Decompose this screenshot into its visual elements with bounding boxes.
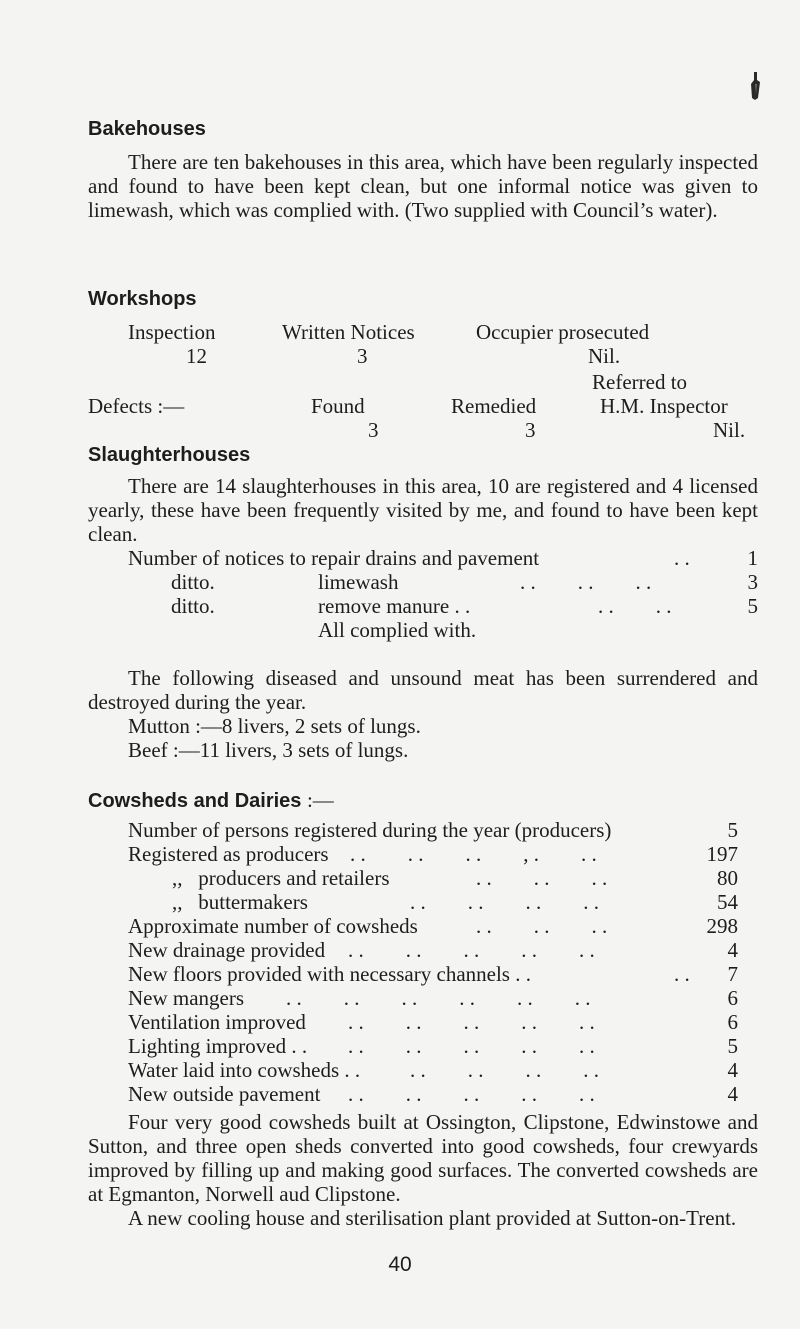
written-notices-value: 3 xyxy=(357,344,368,368)
cowshed-row-dots: . . . . . . . . xyxy=(410,1058,599,1082)
notice-value: 5 xyxy=(747,594,758,618)
cowshed-row-dots: . . . . . . xyxy=(476,914,608,938)
cowshed-row-label: ,, producers and retailers xyxy=(172,866,390,890)
cowshed-row-dots: . . . . . . , . . . xyxy=(350,842,597,866)
cowshed-row-label: Water laid into cowsheds . . xyxy=(128,1058,361,1082)
notice-value: 1 xyxy=(747,546,758,570)
notice-label: ditto. xyxy=(171,570,215,594)
slaughterhouses-paragraph: There are 14 slaughterhouses in this area, 10 are registered and 4 licensed yearly, these have been frequently visited by me, and found to have been kept clean. xyxy=(88,474,758,546)
notice-label: ditto. xyxy=(171,594,215,618)
cowshed-row-label: New mangers xyxy=(128,986,245,1010)
cowshed-row-dots: . . . . . . . . . . xyxy=(348,1010,595,1034)
cowshed-row-label: ,, buttermakers xyxy=(172,890,308,914)
cowshed-row-dots: . . . . . . xyxy=(476,866,608,890)
cowshed-row-label: Approximate number of cowsheds xyxy=(128,914,418,938)
cowshed-row-value: 4 xyxy=(727,1082,738,1106)
cowshed-row-value: 298 xyxy=(706,914,738,938)
page-number: 40 xyxy=(388,1253,412,1276)
cowshed-row-value: 6 xyxy=(727,986,738,1010)
remedied-value: 3 xyxy=(525,418,536,442)
cowshed-row-value: 7 xyxy=(727,962,738,986)
notice-dots: . . . . xyxy=(598,594,672,618)
found-value: 3 xyxy=(368,418,379,442)
cowshed-row-label: Registered as producers xyxy=(128,842,329,866)
cowshed-row-value: 4 xyxy=(727,1058,738,1082)
cowsheds-heading-suffix: :— xyxy=(306,788,334,812)
hm-inspector-value: Nil. xyxy=(713,418,746,442)
cowshed-row-value: 6 xyxy=(727,1010,738,1034)
cowshed-row-dots: . . . . . . . . . . xyxy=(348,1082,595,1106)
cowshed-row-label: Lighting improved . . xyxy=(128,1034,308,1058)
notice-dots: . . xyxy=(674,546,690,570)
cowshed-row-value: 80 xyxy=(717,866,738,890)
cowshed-row-label: Number of persons registered during the year (producers) xyxy=(128,818,612,842)
cowshed-row-label: New drainage provided xyxy=(128,938,326,962)
mutton-line: Mutton :—8 livers, 2 sets of lungs. xyxy=(128,714,421,738)
cowsheds-heading xyxy=(88,788,334,813)
cowshed-row-value: 4 xyxy=(727,938,738,962)
written-notices-label: Written Notices xyxy=(282,320,415,344)
ink-mark-icon xyxy=(748,70,762,102)
meat-paragraph: The following diseased and unsound meat has been surrendered and destroyed during the year. xyxy=(88,666,758,714)
cowshed-row-value: 5 xyxy=(727,1034,738,1058)
inspection-label: Inspection xyxy=(128,320,216,344)
notice-label-detail: limewash xyxy=(318,570,399,594)
remedied-label: Remedied xyxy=(451,394,537,418)
cowshed-row-dots: . . . . . . . . xyxy=(410,890,599,914)
cowshed-row-label: New outside pavement xyxy=(128,1082,321,1106)
notice-label: Number of notices to repair drains and pavement xyxy=(128,546,540,570)
complied-note: All complied with. xyxy=(318,618,477,642)
bakehouses-heading: Bakehouses xyxy=(88,118,206,140)
slaughterhouses-heading: Slaughterhouses xyxy=(88,444,251,466)
notice-value: 3 xyxy=(747,570,758,594)
cowshed-row-dots: . . . . . . . . . . xyxy=(348,1034,595,1058)
cowsheds-heading-text: Cowsheds and Dairies xyxy=(88,790,302,812)
cowshed-row-label: Ventilation improved xyxy=(128,1010,306,1034)
occupier-prosecuted-label: Occupier prosecuted xyxy=(476,320,650,344)
found-label: Found xyxy=(311,394,365,418)
referred-to-label: Referred to xyxy=(592,370,688,394)
cowshed-row-value: 197 xyxy=(706,842,738,866)
occupier-prosecuted-value: Nil. xyxy=(588,344,621,368)
cowshed-row-dots: . . . . . . . . . . . . xyxy=(286,986,591,1010)
cooling-house-paragraph: A new cooling house and sterilisation plant provided at Sutton-on-Trent. xyxy=(128,1206,737,1230)
defects-label: Defects :— xyxy=(88,394,185,418)
cowshed-row-label: New floors provided with necessary channels . . xyxy=(128,962,531,986)
workshops-heading: Workshops xyxy=(88,288,197,310)
beef-line: Beef :—11 livers, 3 sets of lungs. xyxy=(128,738,409,762)
notice-dots: . . . . . . xyxy=(520,570,652,594)
cowsheds-paragraph: Four very good cowsheds built at Ossington, Clipstone, Edwinstowe and Sutton, and three open sheds converted into good cowsheds, four crewyards improved by filling up and making good surfaces. The converted cowsheds are at Egmanton, Norwell aud Clipstone. xyxy=(88,1110,758,1206)
cowshed-row-value: 54 xyxy=(717,890,738,914)
bakehouses-paragraph: There are ten bakehouses in this area, which have been regularly inspected and found to have been kept clean, but one informal notice was given to limewash, which was complied with. (Two supplied with Council’s water). xyxy=(88,150,758,222)
cowshed-row-dots: . . xyxy=(674,962,690,986)
hm-inspector-label: H.M. Inspector xyxy=(600,394,728,418)
inspection-value: 12 xyxy=(186,344,207,368)
cowshed-row-value: 5 xyxy=(727,818,738,842)
cowshed-row-dots: . . . . . . . . . . xyxy=(348,938,595,962)
notice-label-detail: remove manure . . xyxy=(318,594,471,618)
